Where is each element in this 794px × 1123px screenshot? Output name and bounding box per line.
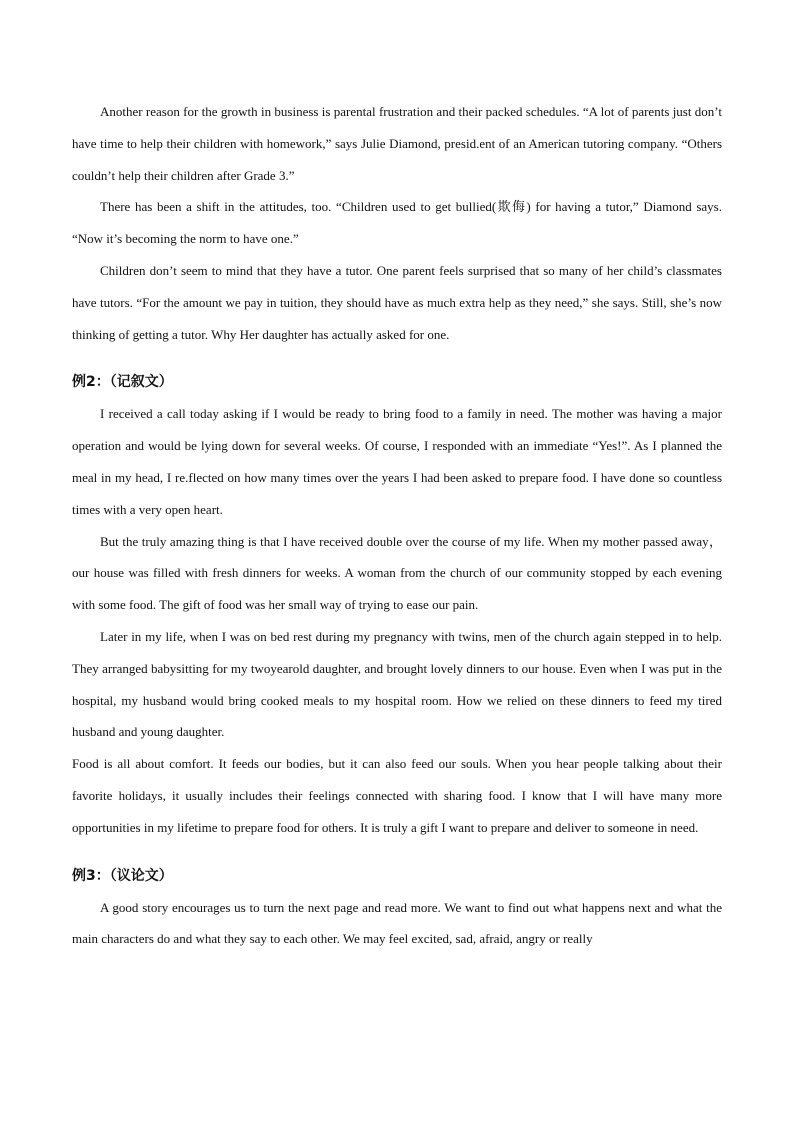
paragraph: Another reason for the growth in business is parental frustration and their packed schedules. “A lot of parents just don’t have time to help their children with homework,” says Julie Diamond, presid.ent of an American tutoring company. “Others couldn’t help their children after Grade 3.”: [72, 104, 722, 183]
section-heading-example-3: 例3：（议论文）: [72, 867, 173, 884]
section-spacer: [72, 350, 722, 368]
paragraph: I received a call today asking if I would be ready to bring food to a family in need. The mother was having a major operation and would be lying down for several weeks. Of course, I responded with an immediate “Yes!”. As I planned the meal in my head, I re.flected on how many times over the years I had been asked to prepare food. I have done so countless times with a very open heart.: [72, 406, 722, 517]
section-spacer: [72, 844, 722, 862]
paragraph: Later in my life, when I was on bed rest during my pregnancy with twins, men of the church again stepped in to help. They arranged babysitting for my twoyearold daughter, and brought lovely dinners to our house. Even when I was put in the hospital, my husband would bring cooked meals to my hospital room. How we relied on these dinners to feed my tired husband and young daughter.: [72, 628, 722, 740]
paragraph: Children don’t seem to mind that they have a tutor. One parent feels surprised that so many of her child’s classmates have tutors. “For the amount we pay in tuition, they should have as much extra help as they need,” she says. Still, she’s now thinking of getting a tutor. Why Her daughter has actually asked for one.: [72, 262, 722, 342]
section-heading-example-2: 例2：（记叙文）: [72, 374, 173, 391]
paragraph: But the truly amazing thing is that I have received double over the course of my life. When my mother passed away，our house was filled with fresh dinners for weeks. A woman from the church of our community stopped by each evening with some food. The gift of food was her small way of trying to ease our pain.: [72, 533, 722, 613]
paragraph: Food is all about comfort. It feeds our bodies, but it can also feed our souls. When you hear people talking about their favorite holidays, it usually includes their feelings connected with sharing food. I know that I will have many more opportunities in my lifetime to prepare food for others. It is truly a gift I want to prepare and deliver to someone in need.: [72, 756, 722, 835]
document-page: [72, 96, 722, 955]
paragraph: There has been a shift in the attitudes, too. “Children used to get bullied(欺侮) for having a tutor,” Diamond says. “Now it’s becoming the norm to have one.”: [72, 199, 722, 247]
paragraph: A good story encourages us to turn the next page and read more. We want to find out what happens next and what the main characters do and what they say to each other. We may feel excited, sad, afraid, angry or really: [72, 899, 722, 947]
